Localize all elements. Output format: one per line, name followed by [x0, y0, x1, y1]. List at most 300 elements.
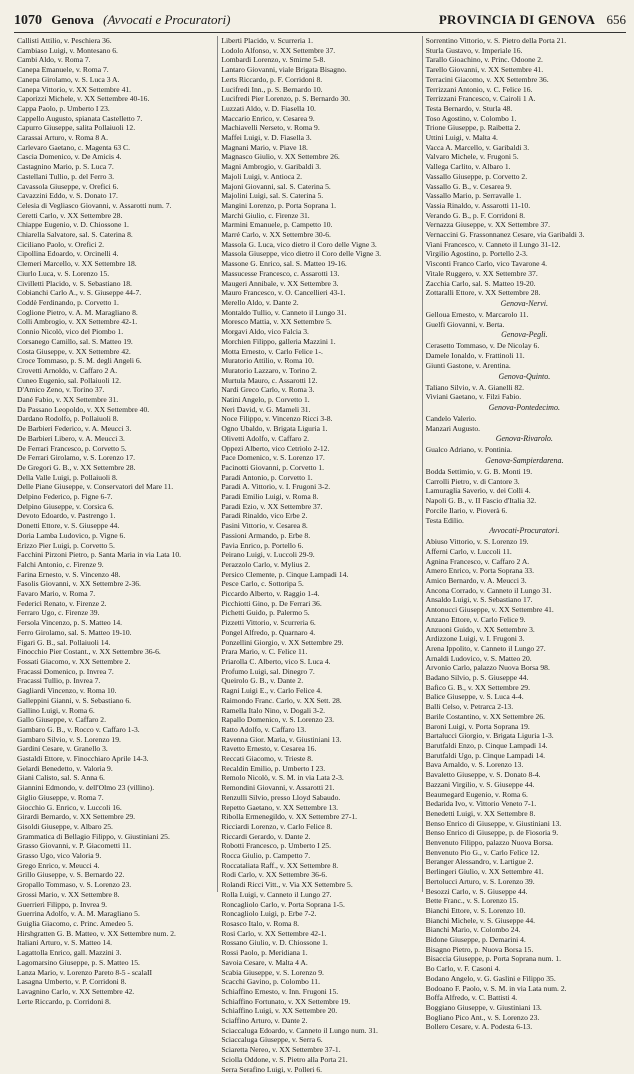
directory-entry: Delle Piane Giuseppe, v. Conservatori del Mare 11.: [17, 482, 174, 492]
directory-entry: Morgavi Aldo, vico Falcia 3.: [221, 327, 309, 337]
directory-entry: Guiglia Giacomo, c. Princ. Amedeo 5.: [17, 918, 134, 928]
directory-entry: Roccataliata Raff., v. XX Settembre 8.: [221, 860, 339, 870]
directory-entry: Italiani Arturo, v. S. Matteo 14.: [17, 938, 113, 948]
directory-entry: Lantaro Giovanni, viale Brigata Bisagno.: [221, 65, 347, 75]
directory-entry: Dané Fabio, v. XX Settembre 31.: [17, 395, 119, 405]
directory-entry: Doria Lamba Ludovico, p. Vigne 6.: [17, 530, 126, 540]
directory-entry: Morchien Filippo, galleria Mazzini 1.: [221, 336, 336, 346]
directory-entry: Riccardi Gerardo, v. Dante 2.: [221, 831, 311, 841]
directory-entry: Gambaro Silvio, v. S. Lorenzo 19.: [17, 734, 121, 744]
section-heading: Genova-Pontedecimo.: [488, 402, 560, 412]
directory-entry: Lanza Mario, v. Lorenzo Pareto 8-5 - scalaII: [17, 967, 153, 977]
directory-entry: Bazzani Virgilio, v. S. Giuseppe 44.: [425, 779, 535, 789]
directory-entry: Grossi Mario, v. XX Settembre 8.: [17, 889, 120, 899]
directory-entry: De Barbieri Federico, v. A. Meucci 3.: [17, 424, 132, 434]
directory-entry: Bodano Angelo, v. G. Gaslini e Filippo 35.: [425, 973, 556, 983]
directory-entry: Bodoano F. Paolo, v. S. M. in via Lata num. 2.: [425, 983, 567, 993]
directory-entry: Virgilio Agostino, p. Portello 2-3.: [425, 249, 528, 259]
directory-entry: Devoto Edoardo, v. Pastrengo 1.: [17, 511, 116, 521]
directory-entry: Guerrieri Filippo, p. Invrea 9.: [17, 899, 108, 909]
directory-entry: Viani Francesco, v. Canneto il Lungo 31-12.: [425, 239, 561, 249]
directory-entry: Bisagno Pietro, p. Nuova Borsa 15.: [425, 944, 534, 954]
directory-entry: Taliano Silvio, v. A. Gianelli 82.: [425, 382, 524, 392]
directory-entry: Donetti Ettore, v. S. Giuseppe 44.: [17, 521, 120, 531]
directory-entry: Rossano Giulio, v. D. Chiossone 1.: [221, 938, 328, 948]
directory-entry: Paradi A. Vittorio, v. I. Frugoni 3-2.: [221, 482, 331, 492]
directory-entry: Terrizzani Francesco, v. Cairoli 1 A.: [425, 94, 536, 104]
directory-entry: Ferraro Ugo, c. Firenze 39.: [17, 608, 100, 618]
directory-entry: Picchiotti Gino, p. De Ferrari 36.: [221, 598, 322, 608]
header-right: [439, 12, 626, 28]
directory-entry: Corsanego Camillo, sal. S. Matteo 19.: [17, 336, 133, 346]
directory-entry: Carlevaro Gaetano, c. Magenta 63 C.: [17, 142, 131, 152]
directory-entry: Vassallo G. B., v. Cesarea 9.: [425, 181, 512, 191]
directory-entry: Bidone Giuseppe, p. Demarini 4.: [425, 935, 526, 945]
directory-entry: Gambaro G. B., v. Rocco v. Caffaro 1-3.: [17, 724, 140, 734]
directory-entry: Facchini Pirzoni Pietro, p. Santa Maria in via Lata 10.: [17, 550, 182, 560]
directory-entry: Balli Celso, v. Petrarca 2-13.: [425, 702, 514, 712]
directory-entry: Vassallo Mario, p. Serravalle 1.: [425, 191, 522, 201]
directory-entry: Gropallo Tommaso, v. S. Lorenzo 23.: [17, 880, 132, 890]
directory-entry: Lavagnino Carlo, v. XX Settembre 42.: [17, 986, 135, 996]
directory-entry: Sciaccaluga Giuseppe, v. Serra 6.: [221, 1035, 323, 1045]
directory-entry: Queirolo G. B., v. Dante 2.: [221, 676, 304, 686]
directory-entry: Machiavelli Nerseto, v. Roma 9.: [221, 123, 320, 133]
directory-entry: Ancona Corrado, v. Canneto il Lungo 31.: [425, 585, 552, 595]
directory-entry: Ciciliano Paolo, v. Orefici 2.: [17, 239, 105, 249]
directory-entry: Zacchia Carlo, sal. S. Matteo 19-20.: [425, 278, 536, 288]
directory-entry: Colli Ambrogio, v. XX Settembre 42-1.: [17, 317, 138, 327]
page-number: 1070: [14, 13, 42, 28]
directory-entry: Muratorio Lazzaro, v. Torino 2.: [221, 365, 317, 375]
directory-entry: Castagnino Mario, p. S. Luca 7.: [17, 162, 114, 172]
directory-entry: Capurro Giuseppe, salita Pollaiuoli 12.: [17, 123, 136, 133]
directory-entry: Pavia Enrico, p. Portello 6.: [221, 540, 304, 550]
directory-entry: Ceretti Carlo, v. XX Settembre 28.: [17, 210, 123, 220]
directory-entry: Vacca A. Marcello, v. Garibaldi 3.: [425, 142, 530, 152]
directory-entry: Priarolla C. Alberto, vico S. Luca 4.: [221, 657, 331, 666]
directory-entry: Amero Enrico, v. Porta Soprana 33.: [425, 566, 534, 576]
directory-entry: Majoli Luigi, v. Antioca 2.: [221, 171, 303, 181]
directory-page: [14, 10, 626, 1074]
city-name: Genova: [51, 12, 94, 27]
directory-entry: Pasini Vittorio, v. Cesarea 8.: [221, 521, 308, 531]
directory-entry: Mangini Lorenzo, p. Porta Soprana 1.: [221, 200, 337, 210]
right-page-number: 656: [606, 12, 626, 27]
directory-entry: Schiaffino Ernesto, v. Inn. Frugoni 15.: [221, 986, 339, 996]
directory-entry: Recaldin Emilio, p. Umberto I 23.: [221, 763, 326, 773]
directory-entry: Prara Mario, v. C. Felice 11.: [221, 647, 308, 657]
directory-entry: Fracassi Tullio, p. Invrea 7.: [17, 676, 101, 686]
directory-entry: Paradi Emilio Luigi, v. Roma 8.: [221, 492, 319, 502]
directory-entry: Zottaralli Ettore, v. XX Settembre 28.: [425, 288, 541, 298]
directory-entry: Boffa Alfredo, v. C. Battisti 4.: [425, 993, 518, 1003]
directory-entry: Bianchi Mario, v. Colombo 24.: [425, 925, 521, 935]
directory-entry: Bavaletto Giuseppe, v. S. Donato 8-4.: [425, 770, 541, 780]
directory-entry: Giglio Giuseppe, v. Roma 7.: [17, 792, 104, 802]
directory-entry: Costa Giuseppe, v. XX Settembre 42.: [17, 346, 131, 356]
directory-entry: Sorrentino Vittorio, v. S. Pietro della Porta 21.: [425, 36, 567, 45]
directory-entry: Antonucci Giuseppe, v. XX Settembre 41.: [425, 605, 554, 615]
directory-entry: Cascia Domenico, v. De Amicis 4.: [17, 152, 122, 162]
directory-entry: Bedarida Ivo, v. Vittorio Veneto 7-1.: [425, 799, 537, 809]
directory-entry: Lagattolla Enrico, gall. Mazzini 3.: [17, 948, 122, 958]
directory-entry: Gelloua Ernesto, v. Marcarolo 11.: [425, 309, 529, 319]
directory-entry: Guerrina Adolfo, v. A. M. Maragliano 5.: [17, 909, 140, 919]
directory-entry: Napoli G. B., v. II Fascio d'Italia 32.: [425, 496, 537, 506]
directory-entry: Olivetti Adolfo, v. Caffaro 2.: [221, 433, 310, 443]
directory-entry: Sciaffino Arturo, v. Dante 2.: [221, 1016, 308, 1026]
directory-entry: Testa Edilio.: [425, 515, 464, 525]
directory-entry: Carrolli Pietro, v. di Cantore 3.: [425, 476, 520, 486]
directory-entry: De Barbieri Libero, v. A. Meucci 3.: [17, 433, 125, 443]
directory-entry: Terracini Giacomo, v. XX Settembre 36.: [425, 74, 549, 84]
directory-entry: Vernaccini G. Frassonnanez Cesare, via Garibaldi 3.: [425, 230, 585, 240]
directory-entry: Agnina Francesco, v. Caffaro 2 A.: [425, 556, 530, 566]
directory-entry: Baroni Luigi, v. Porta Soprana 19.: [425, 721, 530, 731]
directory-entry: Savoia Cesare, v. Malta 4 A.: [221, 957, 308, 967]
directory-entry: Porcile Ilario, v. Pioverà 6.: [425, 505, 508, 515]
directory-entry: Viviani Gaetano, v. Filzi Fabio.: [425, 392, 522, 402]
directory-entry: Cambiaso Luigi, v. Montesano 6.: [17, 45, 118, 55]
directory-entry: Croce Tommaso, p. S. M. degli Angeli 6.: [17, 356, 142, 366]
directory-entry: Lodolo Alfonso, v. XX Settembre 37.: [221, 45, 336, 55]
column-1: [14, 36, 218, 1006]
directory-entry: Lerts Riccardo, p. F. Corridoni 8.: [221, 74, 323, 84]
directory-entry: Reccati Giacomo, v. Trieste 8.: [221, 754, 313, 764]
directory-entry: Rosasco Italo, v. Roma 8.: [221, 918, 300, 928]
directory-entry: Pongel Alfredo, p. Quarnaro 4.: [221, 627, 316, 637]
directory-entry: Sciaretta Nereo, v. XX Settembre 37-1.: [221, 1045, 341, 1055]
directory-entry: Piccardo Alberto, v. Raggio 1-4.: [221, 589, 320, 599]
directory-entry: Cobianchi Carlo A., v. S. Giuseppe 44-7.: [17, 288, 142, 298]
directory-entry: Beranger Alessandro, v. Lartigue 2.: [425, 857, 534, 867]
directory-entry: Fracassi Domenico, p. Invrea 7.: [17, 666, 114, 676]
directory-entry: Grasso Giovanni, v. P. Giacometti 11.: [17, 841, 132, 851]
directory-entry: Gelardi Benedetto, v. Valoria 9.: [17, 763, 113, 773]
directory-entry: Galleppini Gianni, v. S. Sebastiano 6.: [17, 695, 132, 705]
directory-entry: Carassai Arturo, v. Roma 8 A.: [17, 133, 109, 143]
directory-entry: Remondini Giovanni, v. Assarotti 21.: [221, 783, 335, 793]
directory-entry: D'Amico Zeno, v. Torino 37.: [17, 385, 105, 395]
directory-entry: Maugeri Annibale, v. XX Settembre 3.: [221, 278, 339, 288]
directory-entry: Pesce Carlo, c. Sottoripa 5.: [221, 579, 304, 589]
directory-entry: Magni Ambrogio, v. Garibaldi 3.: [221, 162, 322, 172]
directory-entry: Gardini Cesare, v. Granello 3.: [17, 744, 108, 754]
directory-entry: Grasso Ugo, vico Valoria 9.: [17, 851, 102, 861]
directory-entry: Gallo Giuseppe, v. Caffaro 2.: [17, 715, 106, 725]
directory-entry: Magnani Mario, v. Piave 18.: [221, 142, 308, 152]
directory-entry: Ferro Girolamo, sal. S. Matteo 19-10.: [17, 627, 132, 637]
directory-entry: Perazzolo Carlo, v. Mylius 2.: [221, 559, 311, 569]
directory-entry: Magnasco Giulio, v. XX Settembre 26.: [221, 152, 340, 162]
directory-entry: Repetto Gaetano, v. XX Settembre 13.: [221, 802, 339, 812]
directory-entry: Gastaldi Ettore, v. Finocchiaro Aprile 14-3.: [17, 754, 149, 764]
directory-entry: Trione Giuseppe, p. Raibetta 2.: [425, 123, 521, 133]
directory-entry: Balice Giuseppe, v. S. Luca 4-4.: [425, 692, 524, 702]
directory-entry: Raimondo Franc. Carlo, v. XX Sett. 28.: [221, 695, 342, 705]
directory-entry: Ribolla Ermenegildo, v. XX Settembre 27-1.: [221, 812, 358, 822]
section-heading: Genova-Pegli.: [501, 330, 548, 340]
directory-entry: Schiaffino Fortunato, v. XX Settembre 19.: [221, 996, 351, 1006]
directory-entry: Castellani Tullio, p. del Ferro 3.: [17, 171, 115, 181]
directory-entry: Farina Ernesto, v. S. Vincenzo 48.: [17, 569, 121, 579]
directory-entry: Ravetto Ernesto, v. Cesarea 16.: [221, 744, 317, 754]
directory-entry: Rodi Carlo, v. XX Settembre 36-6.: [221, 870, 328, 880]
directory-entry: Canepa Vittorio, v. XX Settembre 41.: [17, 84, 132, 94]
directory-entry: Besozzi Carlo, v. S. Giuseppe 44.: [425, 886, 528, 896]
directory-entry: Arnaldi Ludovico, v. S. Matteo 20.: [425, 653, 532, 663]
directory-entry: Lamuraglia Saverio, v. dei Colli 4.: [425, 486, 531, 496]
directory-entry: Fasolis Giovanni, v. XX Settembre 2-36.: [17, 579, 141, 589]
directory-entry: Muratorio Attilio, v. Roma 10.: [221, 356, 314, 366]
directory-entry: Bette Franc., v. S. Lorenzo 15.: [425, 896, 519, 906]
directory-entry: Caporizzi Michele, v. XX Settembre 40-16.: [17, 94, 150, 104]
directory-entry: Benvenuto Pio G., v. Carlo Felice 12.: [425, 847, 540, 857]
province-title: PROVINCIA DI GENOVA: [438, 12, 596, 27]
directory-entry: Sturla Gustavo, v. Imperiale 16.: [425, 45, 523, 55]
directory-entry: Pichetti Guido, p. Palermo 5.: [221, 608, 310, 618]
directory-entry: Tarallo Gioachino, v. Princ. Odoone 2.: [425, 55, 543, 65]
directory-entry: Cipollina Edoardo, v. Orcinelli 4.: [17, 249, 119, 259]
directory-entry: Damele Ionaldo, v. Frattinoli 11.: [425, 351, 525, 361]
directory-entry: Paradi Antonio, p. Corvetto 1.: [221, 472, 313, 482]
directory-entry: Rossi Paolo, p. Meridiana 1.: [221, 948, 308, 958]
directory-entry: Benso Enrico di Giuseppe, v. Giustiniani 13.: [425, 818, 562, 828]
directory-entry: Benedetti Luigi, v. XX Settembre 8.: [425, 808, 536, 818]
directory-entry: Peirano Luigi, v. Luccoli 29-9.: [221, 550, 315, 560]
directory-entry: Cerasetto Tommaso, v. De Nicolay 6.: [425, 341, 540, 351]
directory-entry: Abiuso Vittorio, v. S. Lorenzo 19.: [425, 537, 529, 547]
directory-entry: Dardano Rodolfo, p. Pollaiuoli 8.: [17, 414, 119, 424]
directory-entry: Barutfaldi Enzo, p. Cinque Lampadi 14.: [425, 741, 548, 750]
directory-entry: Bogliano Pico Ant., v. S. Lorenzo 23.: [425, 1012, 540, 1022]
directory-entry: Marmini Emanuele, p. Campetto 10.: [221, 220, 333, 230]
directory-entry: Canepa Girolamo, v. S. Luca 3 A.: [17, 74, 120, 84]
directory-entry: Vassallo Giuseppe, p. Corvetto 2.: [425, 171, 528, 181]
directory-entry: Roncagliolo Luigi, p. Erbe 7-2.: [221, 909, 317, 919]
directory-entry: Lombardi Lorenzo, v. Smirne 5-8.: [221, 55, 326, 65]
directory-entry: Vallega Carlito, v. Albaro 1.: [425, 162, 511, 172]
directory-entry: Coglione Pietro, v. A. M. Maragliano 8.: [17, 307, 138, 317]
directory-entry: Robotti Francesco, p. Umberto I 25.: [221, 841, 331, 851]
directory-entry: Natini Angelo, p. Corvetto 1.: [221, 395, 310, 405]
directory-entry: Noce Filippo, v. Vincenzo Ricci 3-8.: [221, 414, 333, 424]
directory-entry: Merello Aldo, v. Dante 2.: [221, 297, 299, 307]
directory-entry: Gualco Adriano, v. Pontinia.: [425, 445, 513, 455]
directory-entry: Verando G. B., p. F. Corridoni 8.: [425, 210, 526, 220]
directory-entry: Rolla Luigi, v. Canneto il Lungo 27.: [221, 889, 332, 899]
directory-entry: Gallino Luigi, v. Roma 6.: [17, 705, 95, 715]
column-2: [218, 36, 422, 1074]
directory-entry: Canepa Emanuele, v. Roma 7.: [17, 65, 109, 75]
directory-entry: Falchi Antonio, c. Firenze 9.: [17, 559, 104, 569]
directory-entry: Vitale Ruggero, v. XX Settembre 37.: [425, 268, 538, 278]
directory-entry: Erizzo Pier Luigi, p. Corvetto 5.: [17, 540, 115, 550]
directory-entry: Massucesse Francesco, c. Assarotti 13.: [221, 268, 340, 278]
directory-entry: Oppezi Alberto, vico Cetriolo 2-12.: [221, 443, 330, 453]
directory-entry: Profumo Luigi, sal. Dinegro 7.: [221, 666, 315, 676]
directory-entry: Renzulli Silvio, presso Lloyd Sabaudo.: [221, 792, 341, 802]
directory-entry: Hirshgratten G. B. Matteo, v. XX Settembre num. 2.: [17, 928, 176, 938]
directory-entry: Tarello Giovanni, v. XX Settembre 41.: [425, 65, 544, 75]
directory-entry: Delpino Federico, p. Figne 6-7.: [17, 492, 113, 502]
directory-entry: Civilletti Placido, v. S. Sebastiano 18.: [17, 278, 132, 288]
directory-entry: Ricciardi Lorenzo, v. Carlo Felice 8.: [221, 821, 333, 831]
directory-entry: Scabia Giuseppe, v. S. Lorenzo 9.: [221, 967, 324, 977]
directory-entry: Cappa Paolo, p. Umberto I 23.: [17, 103, 110, 113]
directory-entry: Bodda Settimio, v. G. B. Monti 19.: [425, 467, 533, 477]
directory-entry: Guelfi Giovanni, v. Berta.: [425, 319, 505, 329]
directory-entry: Pizzetti Vittorio, v. Scurreria 6.: [221, 618, 316, 628]
directory-entry: Cappello Augusto, spianata Castelletto 7.: [17, 113, 143, 123]
directory-entry: Murtula Mauro, c. Assarotti 12.: [221, 375, 318, 385]
directory-entry: Lucifredi Inn., p. S. Bernardo 10.: [221, 84, 323, 94]
directory-entry: Pacinotti Giovanni, p. Corvetto 1.: [221, 462, 325, 472]
directory-entry: Cavazzini Eddo, v. S. Donato 17.: [17, 191, 118, 201]
directory-entry: Serra Serafino Luigi, v. Polleri 6.: [221, 1064, 323, 1074]
section-heading: Genova-Sampierdarena.: [485, 456, 564, 466]
directory-entry: Ragni Luigi E., v. Carlo Felice 4.: [221, 686, 323, 696]
directory-entry: Maffei Luigi, v. D. Fiasella 3.: [221, 133, 312, 143]
directory-entry: Benso Enrico di Giuseppe, p. de Fiosoria 9.: [425, 828, 559, 838]
directory-entry: Arena Ippolito, v. Canneto il Lungo 27.: [425, 643, 546, 653]
directory-entry: Giani Calisto, sal. S. Anna 6.: [17, 773, 105, 783]
directory-entry: Fossati Giacomo, v. XX Settembre 2.: [17, 657, 131, 666]
directory-entry: Figari G. B., sal. Pollaiuoli 14.: [17, 637, 111, 647]
directory-entry: Liberti Placido, v. Scurreria 1.: [221, 36, 313, 45]
directory-entry: Moresco Mattia, v. XX Settembre 5.: [221, 317, 332, 327]
directory-entry: Roncagliolo Carlo, v. Porta Soprana 1-5.: [221, 899, 345, 909]
section-heading: Genova-Quinto.: [498, 371, 551, 381]
directory-entry: Rapallo Domenico, v. S. Lorenzo 23.: [221, 715, 335, 725]
directory-entry: Ansaldo Luigi, v. S. Sebastiano 17.: [425, 595, 533, 605]
directory-entry: Ogno Ubaldo, v. Brigata Liguria 1.: [221, 424, 328, 434]
directory-entry: Candelo Valerio.: [425, 413, 477, 423]
directory-entry: Terrizzani Antonio, v. C. Felice 16.: [425, 84, 533, 94]
directory-entry: Celesia di Vegliasco Giovanni, v. Assarotti num. 7.: [17, 200, 172, 210]
directory-entry: Cuneo Eugenio, sal. Pollaiuoli 12.: [17, 375, 121, 385]
directory-entry: Beaumegard Eugenio, v. Roma 6.: [425, 789, 528, 799]
directory-entry: Gagliardi Vincenzo, v. Roma 10.: [17, 686, 117, 696]
directory-entry: Ciurlo Luca, v. S. Lorenzo 15.: [17, 268, 110, 278]
section-heading: Genova-Rivarolo.: [495, 434, 553, 444]
directory-entry: Anzuoni Guido, v. XX Settembre 3.: [425, 624, 535, 634]
page-header: [14, 10, 626, 33]
directory-entry: Ardizzone Luigi, v. I. Frugoni 3.: [425, 634, 525, 644]
directory-entry: De Ferrari Francesco, p. Corvetto 5.: [17, 443, 127, 453]
directory-entry: Connio Nicolò, vico del Piombo 1.: [17, 327, 124, 337]
directory-entry: Nardi Greco Carlo, v. Roma 3.: [221, 385, 315, 395]
directory-entry: Neri David, v. G. Mameli 31.: [221, 404, 311, 414]
directory-entry: Berlingeri Giulio, v. XX Settembre 41.: [425, 867, 544, 877]
directory-entry: Marchi Giulio, c. Firenze 31.: [221, 210, 310, 220]
directory-entry: Massone G. Enrico, sal. S. Matteo 19-16.: [221, 259, 347, 269]
directory-entry: Bertolucci Arturo, v. S. Lorenzo 39.: [425, 876, 535, 886]
directory-entry: Federici Renato, v. Firenze 2.: [17, 598, 107, 608]
directory-entry: Bartalucci Giorgio, v. Brigata Liguria 1-3.: [425, 731, 554, 741]
column-3: [423, 36, 626, 1032]
directory-entry: Girardi Bernardo, v. XX Settembre 29.: [17, 812, 136, 822]
directory-entry: Persico Clemente, p. Cinque Lampadi 14.: [221, 569, 349, 579]
directory-entry: Lasagna Umberto, v. P. Corridoni 8.: [17, 977, 127, 987]
directory-entry: De Ferrari Girolamo, v. S. Lorenzo 17.: [17, 453, 136, 463]
directory-entry: Finocchio Pier Costant., v. XX Settembre 36-6.: [17, 647, 161, 657]
directory-entry: Massola Giuseppe, vico dietro il Coro delle Vigne 3.: [221, 249, 382, 259]
directory-entry: Anzano Ettore, v. Carlo Felice 9.: [425, 614, 526, 624]
directory-entry: Sciaccaluga Edoardo, v. Canneto il Lungo num. 31.: [221, 1025, 378, 1035]
directory-entry: Ravenna Gior. Maria, v. Giustiniani 13.: [221, 734, 342, 744]
directory-entry: Fersola Vincenzo, p. S. Matteo 14.: [17, 618, 123, 628]
directory-entry: De Gregori G. B., v. XX Settembre 28.: [17, 462, 136, 472]
directory-entry: Grego Enrico, v. Meucci 4.: [17, 860, 100, 870]
directory-entry: Grammatica di Bellagio Filippo, v. Giustiniani 25.: [17, 831, 170, 841]
directory-entry: Rosi Carlo, v. XX Settembre 42-1.: [221, 928, 327, 938]
directory-entry: Gisoldi Giuseppe, v. Albaro 25.: [17, 821, 113, 831]
directory-entry: Giannini Edmondo, v. dell'Olmo 23 (villino).: [17, 783, 155, 793]
directory-entry: Toso Agostino, v. Colombo 1.: [425, 113, 517, 123]
directory-entry: Luzzati Aldo, v. D. Fiasella 10.: [221, 103, 316, 113]
directory-entry: Majolini Luigi, sal. S. Caterina 5.: [221, 191, 324, 201]
directory-entry: Pace Domenico, v. S. Lorenzo 17.: [221, 453, 325, 463]
header-left: [14, 12, 230, 29]
directory-entry: Sciolla Oddone, v. S. Pietro alla Porta 21.: [221, 1054, 348, 1064]
directory-entry: Bo Carlo, v. F. Casoni 4.: [425, 964, 501, 974]
directory-entry: Vernazza Giuseppe, v. XX Settembre 37.: [425, 220, 550, 230]
directory-entry: Barutfaldi Ugo, p. Cinque Lampadi 14.: [425, 750, 546, 760]
directory-entry: Mauro Francesco, v. O. Cancellieri 43-1.: [221, 288, 346, 298]
directory-entry: Marré Carlo, v. XX Settembre 30-6.: [221, 230, 331, 240]
directory-entry: Scacchi Gavino, p. Colombo 11.: [221, 977, 320, 987]
directory-entry: Cambi Aldo, v. Roma 7.: [17, 55, 91, 65]
directory-entry: Della Valle Luigi, p. Pollaiuoli 8.: [17, 472, 118, 482]
directory-entry: Montaldo Tullio, v. Canneto il Lungo 31.: [221, 307, 347, 317]
directory-entry: Majoni Giovanni, sal. S. Caterina 5.: [221, 181, 331, 191]
directory-entry: Motta Ernesto, v. Carlo Felice 1-.: [221, 346, 323, 356]
columns-container: [14, 36, 626, 1074]
directory-entry: Barile Costantino, v. XX Settembre 26.: [425, 711, 545, 721]
section-heading: Avvocati-Procuratori.: [489, 526, 560, 536]
directory-entry: Favaro Mario, v. Roma 7.: [17, 589, 96, 599]
directory-entry: Badano Silvio, p. S. Giuseppe 44.: [425, 673, 529, 683]
directory-entry: Remolo Nicolò, v. S. M. in via Lata 2-3.: [221, 773, 344, 783]
directory-entry: Ramella Italo Nino, v. Dogali 3-2.: [221, 705, 326, 715]
directory-entry: Passioni Armando, p. Erbe 8.: [221, 530, 311, 540]
directory-entry: Bava Arnaldo, v. S. Lorenzo 13.: [425, 760, 524, 770]
directory-entry: Amico Bernardo, v. A. Meucci 3.: [425, 576, 527, 586]
directory-entry: Crovetti Arnoldo, v. Caffaro 2 A.: [17, 365, 118, 375]
directory-entry: Delpino Giuseppe, v. Corsica 6.: [17, 501, 114, 511]
directory-entry: Paradi Ezio, v. XX Settembre 37.: [221, 501, 323, 511]
directory-entry: Testa Bernardo, v. Sturla 48.: [425, 103, 513, 113]
directory-entry: Bianchi Michele, v. S. Giuseppe 44.: [425, 915, 536, 925]
directory-entry: Vassia Rinaldo, v. Assarotti 11-10.: [425, 200, 531, 210]
directory-entry: Lagomarsino Giuseppe, p. S. Matteo 15.: [17, 957, 140, 967]
section-heading: Genova-Nervi.: [500, 298, 548, 308]
directory-entry: Chiarella Salvatore, sal. S. Caterina 8.: [17, 230, 133, 240]
directory-entry: Rolandi Ricci Vitt., v. Via XX Settembre 5.: [221, 880, 353, 890]
directory-entry: Paradi Rinaldo, vico Erbe 2.: [221, 511, 308, 521]
directory-entry: Rocca Giulio, p. Campetto 7.: [221, 851, 311, 861]
directory-entry: Ratto Adolfo, v. Caffaro 13.: [221, 724, 307, 734]
directory-entry: Visconti Franco Carlo, vico Tavarone 4.: [425, 259, 548, 269]
directory-entry: Massola G. Luca, vico dietro il Coro delle Vigne 3.: [221, 239, 377, 249]
directory-entry: Benvenuto Filippo, palazzo Nuova Borsa.: [425, 838, 554, 848]
directory-entry: Valvaro Michele, v. Frugoni 5.: [425, 152, 519, 162]
directory-entry: Manzari Augusto.: [425, 423, 481, 433]
directory-entry: Clemeri Marcello, v. XX Settembre 18.: [17, 259, 137, 269]
directory-entry: Grillo Giuseppe, v. S. Bernardo 22.: [17, 870, 125, 880]
